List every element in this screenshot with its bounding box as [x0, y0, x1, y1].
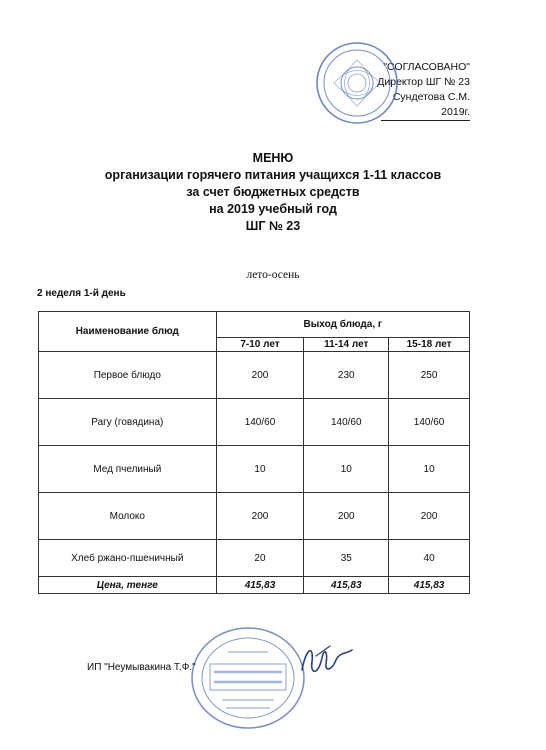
approval-name: Сундетова С.М. — [392, 91, 470, 103]
dish-value: 140/60 — [304, 399, 389, 446]
age-group-header: 7-10 лет — [216, 338, 304, 352]
approval-date: 2019г. — [381, 105, 470, 121]
title-line-4: на 2019 учебный год — [209, 202, 337, 216]
price-value: 415,83 — [304, 577, 389, 594]
age-group-header: 15-18 лет — [389, 338, 470, 352]
dish-value: 200 — [216, 493, 304, 540]
dish-value: 10 — [304, 446, 389, 493]
dish-value: 10 — [216, 446, 304, 493]
menu-table — [38, 311, 470, 594]
table-row — [39, 540, 470, 577]
dish-value: 35 — [304, 540, 389, 577]
dish-header: Наименование блюд — [39, 312, 217, 352]
table-row — [39, 446, 470, 493]
table-row — [39, 399, 470, 446]
dish-value: 20 — [216, 540, 304, 577]
season-label: лето-осень — [246, 269, 300, 281]
price-value: 415,83 — [216, 577, 304, 594]
table-row — [39, 493, 470, 540]
price-row — [39, 577, 470, 594]
age-group-header: 11-14 лет — [304, 338, 389, 352]
dish-value: 200 — [389, 493, 470, 540]
title-line-1: МЕНЮ — [252, 151, 294, 165]
supplier-name: ИП "Неумывакина Т.Ф." — [87, 662, 196, 673]
school-seal-icon — [314, 40, 400, 126]
dish-value: 140/60 — [389, 399, 470, 446]
title-line-3: за счет бюджетных средств — [186, 185, 360, 199]
dish-value: 140/60 — [216, 399, 304, 446]
dish-value: 40 — [389, 540, 470, 577]
approval-heading: "СОГЛАСОВАНО" — [383, 61, 470, 73]
dish-name: Мед пчелиный — [39, 446, 217, 493]
dish-name: Хлеб ржано-пшеничный — [39, 540, 217, 577]
document-title — [0, 150, 546, 235]
price-label: Цена, тенге — [39, 577, 217, 594]
dish-name: Рагу (говядина) — [39, 399, 217, 446]
dish-value: 230 — [304, 352, 389, 399]
price-value: 415,83 — [389, 577, 470, 594]
dish-name: Первое блюдо — [39, 352, 217, 399]
dish-value: 200 — [304, 493, 389, 540]
week-day-label: 2 неделя 1-й день — [37, 288, 126, 299]
title-line-2: организации горячего питания учащихся 1-11 классов — [104, 168, 442, 182]
output-header: Выход блюда, г — [216, 312, 469, 338]
table-row — [39, 352, 470, 399]
dish-value: 10 — [389, 446, 470, 493]
dish-value: 200 — [216, 352, 304, 399]
dish-name: Молоко — [39, 493, 217, 540]
title-line-5: ШГ № 23 — [245, 219, 301, 233]
supplier-seal-icon — [188, 624, 308, 732]
signature-icon — [296, 640, 358, 680]
approval-position: Директор ШГ № 23 — [377, 76, 470, 88]
dish-value: 250 — [389, 352, 470, 399]
